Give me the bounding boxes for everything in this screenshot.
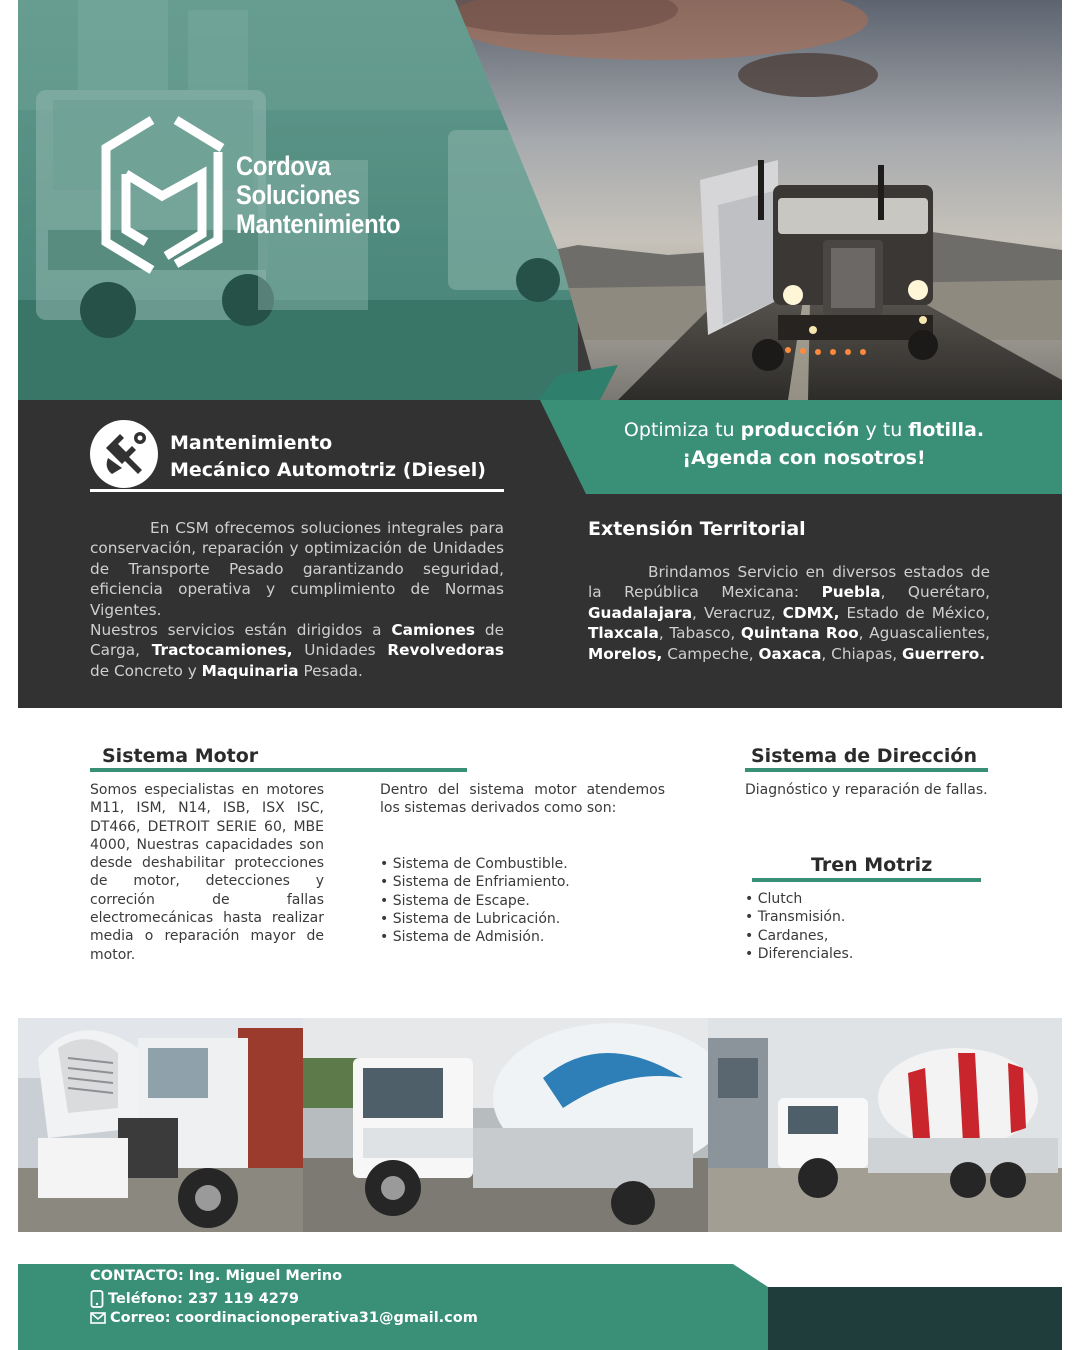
motor-description: Somos especialistas en motores M11, ISM, N14, ISB, ISX ISC, DT466, DETROIT SERIE 60, MBE 4000, Nuestras capacidades son desde deshabilitar protecciones de motor, detecciones y correción de fallas electromecánicas hasta realizar media o reparación mayor de motor. [90,782,324,963]
cta-text [588,416,1020,472]
ext-state: CDMX, [782,603,840,622]
ext-text-part: Campeche, [662,644,759,663]
intro-text-bold: Tractocamiones, [151,641,293,660]
list-item: • Sistema de Escape. [380,892,530,909]
mixer-truck-photo [303,1018,708,1232]
list-item: • Sistema de Admisión. [380,929,545,946]
hero-banner [18,0,1062,400]
ext-state: Guerrero. [901,644,986,663]
extension-paragraph [588,562,990,664]
ext-state: Tlaxcala [588,624,659,643]
intro-text-part: Nuestros servicios están dirigidos a [90,621,392,640]
csm-logo-icon [86,112,236,282]
intro-text-bold: Revolvedoras [387,641,504,660]
service-title-line1: Mantenimiento [170,432,333,454]
list-item: • Sistema de Lubricación. [380,910,561,927]
cta-text-part: y tu [859,419,909,441]
motor-title: Sistema Motor [102,745,259,767]
tren-divider [752,878,981,882]
motor-systems-list [380,855,665,946]
photo-strip [18,1018,1062,1232]
list-item: • Diferenciales. [745,945,854,962]
ext-text-part: , Aguascalientes, [858,624,990,643]
cta-text-bold: producción [740,419,860,441]
service-divider [90,489,504,492]
ext-text-part: Estado de México, [839,603,990,622]
red-mixer-truck-photo [708,1018,1062,1232]
intro-text-1: En CSM ofrecemos soluciones integrales para conservación, reparación y optimización de Unidades de Transporte Pesado garantizando seguridad, eficiencia operativa y cumplimiento de Normas Vigentes. [90,519,504,619]
ext-text-part: , Querétaro, [880,583,990,602]
list-item: • Sistema de Enfriamiento. [380,874,570,891]
contact-email-row[interactable] [90,1310,478,1326]
list-item: • Transmisión. [745,909,846,926]
list-item: • Clutch [745,891,803,907]
ext-text-part: , Chiapas, [821,644,902,663]
tren-title: Tren Motriz [811,854,933,876]
direccion-divider [745,768,988,772]
list-item: • Cardanes, [745,927,829,944]
intro-text-part: de Carga, [90,621,504,660]
intro-text-part: de Concreto y [90,661,202,680]
ext-text-part: , Tabasco, [658,624,741,643]
intro-text-bold: Maquinaria [201,661,299,680]
phone-icon [90,1290,104,1308]
cta-schedule: ¡Agenda con nosotros! [682,447,926,469]
intro-text-bold: Camiones [391,621,476,640]
direccion-text: Diagnóstico y reparación de fallas. [745,782,988,798]
brand-name-line3: Mantenimiento [236,209,401,239]
brand-name-line1: Cordova [236,151,331,181]
cta-text-part: Optimiza tu [623,419,741,441]
wrench-hand-icon [90,420,158,488]
service-title-line2: Mecánico Automotriz (Diesel) [170,459,486,481]
contact-phone[interactable]: Teléfono: 237 119 4279 [108,1291,299,1307]
ext-state: Oaxaca [758,644,822,663]
service-title [170,430,486,484]
open-hood-truck-photo [18,1018,303,1232]
ext-state: Quintana Roo [740,624,859,643]
list-item: • Sistema de Combustible. [380,856,568,872]
ext-text-part: Brindamos Servicio en diversos estados de la República Mexicana: [588,563,990,602]
intro-text-part: Unidades [292,641,388,660]
motor-systems-intro: Dentro del sistema motor atendemos los sistemas derivados como son: [380,782,665,817]
intro-text-part: Pesada. [298,661,363,680]
brand-name-line2: Soluciones [236,180,361,210]
direccion-title: Sistema de Dirección [751,745,977,767]
extension-title: Extensión Territorial [588,518,806,540]
contact-name: CONTACTO: Ing. Miguel Merino [90,1268,343,1284]
cta-text-bold: flotilla. [908,419,985,441]
intro-paragraph [90,518,504,681]
ext-text-part: , Veracruz, [692,603,783,622]
contact-phone-row[interactable] [90,1290,299,1308]
tren-list [745,890,988,963]
brand-name [236,152,400,239]
motor-divider [90,768,467,772]
ext-state: Puebla [821,583,881,602]
ext-state: Morelos, [588,644,663,663]
envelope-icon [90,1312,106,1324]
ext-state: Guadalajara [588,603,693,622]
contact-email[interactable]: Correo: coordinacionoperativa31@gmail.com [110,1310,478,1326]
